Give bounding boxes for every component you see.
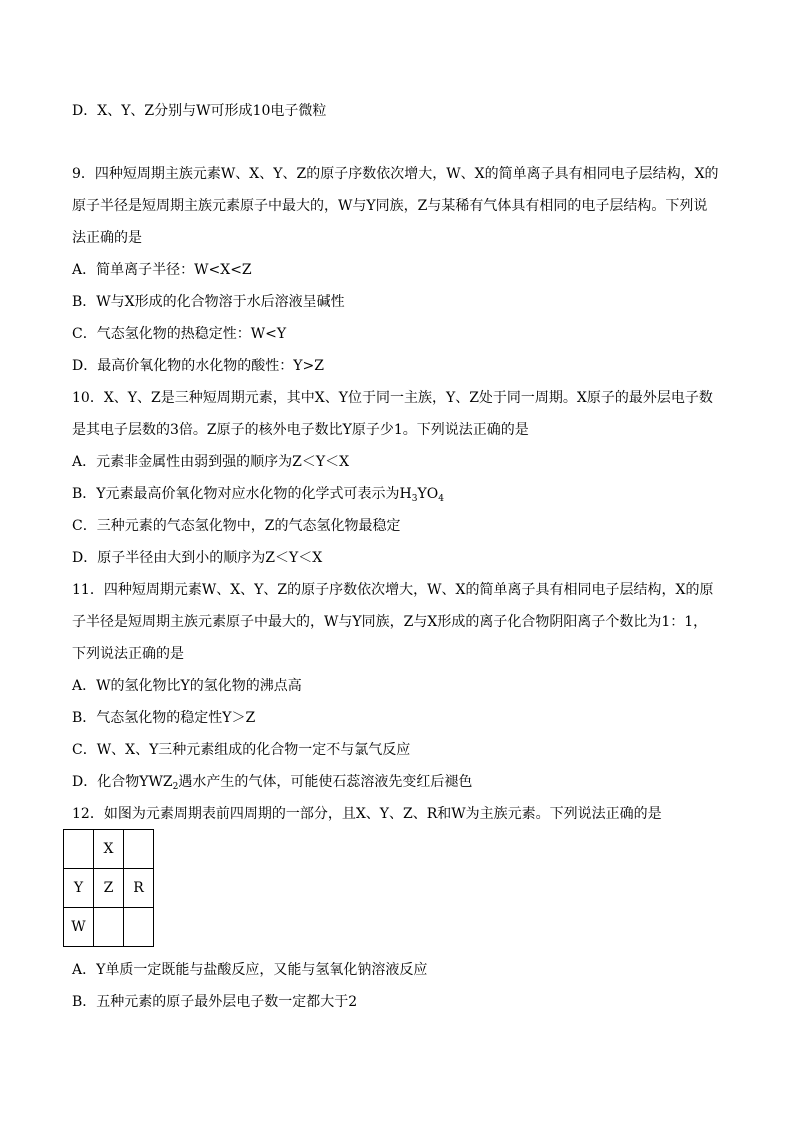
q12-option-b: B．五种元素的原子最外层电子数一定都大于2 xyxy=(72,994,358,1010)
q10-option-a: A．元素非金属性由弱到强的顺序为Z＜Y＜X xyxy=(72,454,350,470)
q11-option-d-text: D．化合物YWZ xyxy=(72,774,173,790)
q11-stem-line-1: 11．四种短周期元素W、X、Y、Z的原子序数依次增大，W、X的简单离子具有相同电子层结构，X的原 xyxy=(72,582,714,598)
q10-option-b xyxy=(72,485,752,508)
q10-stem-line-2: 是其电子层数的3倍。Z原子的核外电子数比Y原子少1。下列说法正确的是 xyxy=(72,422,529,438)
q10-option-b-formula: YO xyxy=(417,486,439,502)
q10-option-b-text: B．Y元素最高价氧化物对应水化物的化学式可表示为H xyxy=(72,486,412,502)
q11-option-d-suffix: 遇水产生的气体，可能使石蕊溶液先变红后褪色 xyxy=(178,774,473,790)
q9-stem-line-3: 法正确的是 xyxy=(72,230,142,246)
q10-option-b-subscript-2: 4 xyxy=(438,494,444,504)
q10-option-d: D．原子半径由大到小的顺序为Z＜Y＜X xyxy=(72,550,323,566)
q9-option-c: C．气态氢化物的热稳定性：W<Y xyxy=(72,326,287,342)
table-row xyxy=(64,869,154,908)
q12-option-a: A．Y单质一定既能与盐酸反应，又能与氢氧化钠溶液反应 xyxy=(72,962,428,978)
q10-option-c: C．三种元素的气态氢化物中，Z的气态氢化物最稳定 xyxy=(72,518,401,534)
q11-option-c: C．W、X、Y三种元素组成的化合物一定不与氯气反应 xyxy=(72,742,411,758)
q9-option-a: A．简单离子半径：W<X<Z xyxy=(72,262,252,278)
q11-option-d-subscript: 2 xyxy=(172,782,179,792)
q11-stem-line-2: 子半径是短周期主族元素原子中最大的，W与Y同族，Z与X形成的离子化合物阴阳离子个数比为1：1， xyxy=(72,614,708,630)
q12-stem: 12．如图为元素周期表前四周期的一部分，且X、Y、Z、R和W为主族元素。下列说法正确的是 xyxy=(72,806,662,822)
periodic-table-fragment xyxy=(63,829,154,947)
table-cell xyxy=(94,908,124,947)
table-cell: R xyxy=(124,869,154,908)
q11-stem-line-3: 下列说法正确的是 xyxy=(72,646,184,662)
table-cell xyxy=(64,830,94,869)
q9-option-d: D．最高价氧化物的水化物的酸性：Y>Z xyxy=(72,358,324,374)
q10-stem-line-1: 10．X、Y、Z是三种短周期元素，其中X、Y位于同一主族，Y、Z处于同一周期。X原子的最外层电子数 xyxy=(72,390,713,406)
q11-option-b: B．气态氢化物的稳定性Y＞Z xyxy=(72,710,256,726)
table-cell: W xyxy=(64,908,94,947)
table-cell xyxy=(124,908,154,947)
table-row xyxy=(64,908,154,947)
table-row xyxy=(64,830,154,869)
q10-option-b-subscript-1: 3 xyxy=(411,494,418,504)
q11-option-d xyxy=(72,773,752,796)
table-cell: Y xyxy=(64,869,94,908)
table-cell: Z xyxy=(94,869,124,908)
q9-stem-line-2: 原子半径是短周期主族元素原子中最大的，W与Y同族，Z与某稀有气体具有相同的电子层结构。下列说 xyxy=(72,198,708,214)
table-cell xyxy=(124,830,154,869)
table-cell: X xyxy=(94,830,124,869)
q11-option-a: A．W的氢化物比Y的氢化物的沸点高 xyxy=(72,678,302,694)
q9-option-b: B．W与X形成的化合物溶于水后溶液呈碱性 xyxy=(72,294,345,310)
q8-option-d: D．X、Y、Z分别与W可形成10电子微粒 xyxy=(72,103,327,119)
q9-stem-line-1: 9．四种短周期主族元素W、X、Y、Z的原子序数依次增大，W、X的简单离子具有相同电子层结构，X的 xyxy=(72,166,719,182)
